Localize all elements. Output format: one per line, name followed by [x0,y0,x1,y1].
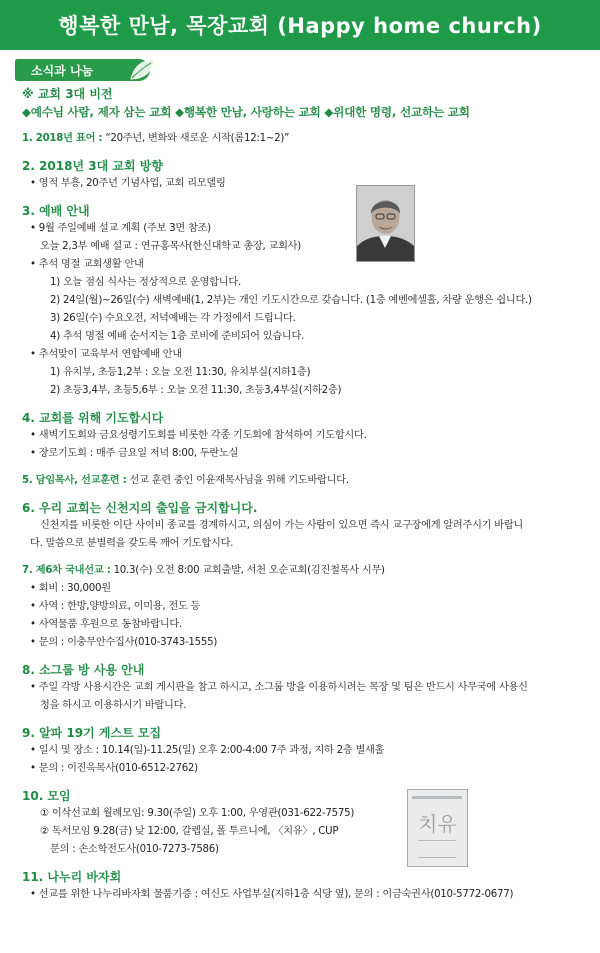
worship-line-1: • 9월 주일예배 설교 계획 (주보 3면 참조) [30,223,211,234]
vision-title: ※ 교회 3대 비전 [22,87,113,101]
worship-line-3: • 추석 명절 교회생활 안내 [30,259,144,270]
room-title: 8. 소그룹 방 사용 안내 [22,663,145,677]
speaker-photo [356,185,415,262]
mission-line-2: • 사역 : 한방,양방의료, 이미용, 전도 등 [30,601,201,612]
news-content [22,85,587,904]
book-top-band [412,796,462,799]
prayer-line-2: • 장로기도회 : 매주 금요일 저녁 8:00, 두란노실 [30,448,239,459]
pastor-text: 선교 훈련 중인 이윤재목사님을 위해 기도바랍니다. [129,475,349,486]
book-cover [407,789,468,867]
mission-line-4: • 문의 : 이충무안수집사(010-3743-1555) [30,637,218,648]
worship-line-2: 오늘 2,3부 예배 설교 : 연규홍목사(한신대학교 총장, 교회사) [40,241,301,252]
bazaar-title: 11. 나누리 바자회 [22,870,122,884]
mission-line [22,562,587,580]
worship-line-6: 3) 26일(수) 수요오전, 저녁예배는 각 가정에서 드립니다. [50,313,296,324]
prayer-title: 4. 교회를 위해 기도합시다 [22,411,164,425]
alpha-title: 9. 알파 19기 게스트 모집 [22,726,162,740]
pastor-title: 5. 담임목사, 선교훈련 : [22,475,127,486]
vision-items: ◆예수님 사람, 제자 삼는 교회 ◆행복한 만남, 사랑하는 교회 ◆위대한 명령, 선교하는 교회 [22,105,470,119]
book-title: 치유 [418,812,457,836]
worship-line-9: 1) 유치부, 초등1,2부 : 오늘 오전 11:30, 유치부실(지하1층) [50,367,311,378]
book-decoration [418,840,456,858]
direction-item: • 영적 부흥, 20주년 기념사업, 교회 리모델링 [30,178,226,189]
pastor-line [22,472,587,490]
warning-line-1: 신천지를 비롯한 이단 사이비 종교를 경계하시고, 의심이 가는 사람이 있으면 즉시 교구장에게 알려주시기 바랍니 [40,520,524,531]
page-title: 행복한 만남, 목장교회 (Happy home church) [58,14,542,38]
mission-line-1: • 회비 : 30,000원 [30,583,111,594]
warning-title: 6. 우리 교회는 신천지의 출입을 금지합니다. [22,501,258,515]
motto-line [22,130,587,148]
meetings-title: 10. 모임 [22,789,71,803]
warning-line-2: 다. 말씀으로 분별력을 갖도록 깨어 기도합시다. [30,538,234,549]
room-line-2: 청을 하시고 이용하시기 바랍니다. [40,700,187,711]
mission-line-3: • 사역물품 후원으로 동참바랍니다. [30,619,182,630]
section-badge [15,59,150,81]
prayer-line-1: • 새벽기도회와 금요성령기도회를 비롯한 각종 기도회에 참석하여 기도합시다. [30,430,367,441]
meetings-line-3: 문의 : 손소학전도사(010-7273-7586) [50,844,219,855]
page-header [0,0,600,50]
alpha-line-2: • 문의 : 이진욱목사(010-6512-2762) [30,763,198,774]
meetings-line-2: ② 독서모임 9.28(금) 낮 12:00, 갈렙실, 폴 투르니에, 〈치유〉, CUP [40,826,339,837]
leaf-icon [128,57,156,83]
direction-title: 2. 2018년 3대 교회 방향 [22,159,163,173]
worship-line-10: 2) 초등3,4부, 초등5,6부 : 오늘 오전 11:30, 초등3,4부실(지하2층) [50,385,342,396]
mission-title: 7. 제6차 국내선교 : [22,565,111,576]
mission-text: 10.3(수) 오전 8:00 교회출발, 서천 오순교회(김진철목사 시무) [113,565,385,576]
alpha-line-1: • 일시 및 장소 : 10.14(일)-11.25(일) 오후 2:00-4:00 7주 과정, 지하 2층 별새홀 [30,745,385,756]
meetings-line-1: ① 이삭선교회 월례모임: 9.30(주일) 오후 1:00, 우영관(031-622-7575) [40,808,355,819]
motto-title: 1. 2018년 표어 : [22,133,103,144]
motto-text: “20주년, 변화와 새로운 시작(롬12:1~2)” [105,133,290,144]
worship-line-8: • 추석맞이 교육부서 연합예배 안내 [30,349,182,360]
worship-line-5: 2) 24일(월)~26일(수) 새벽예배(1, 2부)는 개인 기도시간으로 갖습니다. (1층 예벤에셀홀, 차량 운행은 쉽니다.) [50,295,532,306]
worship-title: 3. 예배 안내 [22,204,90,218]
worship-line-7: 4) 추석 명절 예배 순서지는 1층 로비에 준비되어 있습니다. [50,331,305,342]
room-line-1: • 주일 각방 사용시간은 교회 게시판을 참고 하시고, 소그룹 방을 이용하시려는 목장 및 팀은 반드시 사무국에 사용신 [30,682,528,693]
bazaar-line-1: • 선교를 위한 나누리바자회 물품기증 : 여신도 사업부실(지하1층 식당 옆), 문의 : 이금숙권사(010-5772-0677) [30,889,514,900]
worship-line-4: 1) 오늘 점심 식사는 정상적으로 운영합니다. [50,277,241,288]
portrait-image [357,186,414,261]
section-badge-label: 소식과 나눔 [31,64,94,78]
